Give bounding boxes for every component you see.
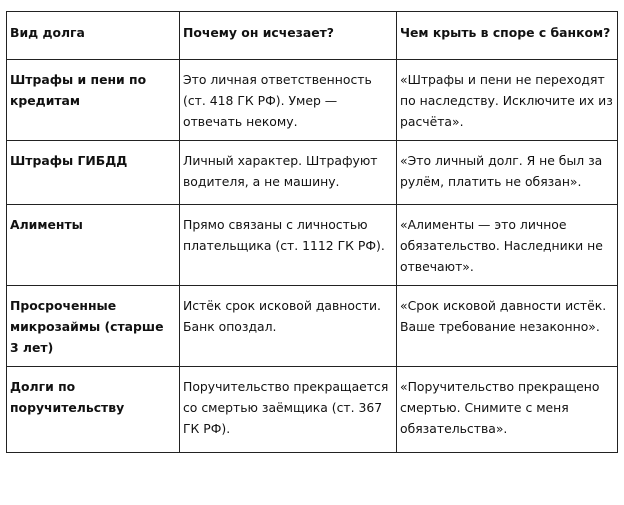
header-argument: Чем крыть в споре с банком? [397,12,618,60]
header-debt-type: Вид долга [7,12,180,60]
argument-cell: «Поручительство прекращено смертью. Снимите с меня обязательства». [397,367,618,453]
table-row [7,141,618,205]
argument-cell: «Срок исковой давности истёк. Ваше требование незаконно». [397,286,618,367]
argument-cell: «Алименты — это личное обязательство. Наследники не отвечают». [397,205,618,286]
reason-cell: Личный характер. Штрафуют водителя, а не машину. [180,141,397,205]
table-row [7,60,618,141]
argument-cell: «Это личный долг. Я не был за рулём, платить не обязан». [397,141,618,205]
reason-cell: Прямо связаны с личностью плательщика (ст. 1112 ГК РФ). [180,205,397,286]
debt-type-cell: Просроченные микрозаймы (старше 3 лет) [7,286,180,367]
table-row [7,286,618,367]
debt-type-cell: Долги по поручительству [7,367,180,453]
reason-cell: Это личная ответственность (ст. 418 ГК РФ). Умер — отвечать некому. [180,60,397,141]
debt-table [6,11,618,453]
table-header-row [7,12,618,60]
table-row [7,367,618,453]
header-why-disappears: Почему он исчезает? [180,12,397,60]
reason-cell: Истёк срок исковой давности. Банк опоздал. [180,286,397,367]
table-row [7,205,618,286]
reason-cell: Поручительство прекращается со смертью заёмщика (ст. 367 ГК РФ). [180,367,397,453]
debt-type-cell: Штрафы ГИБДД [7,141,180,205]
debt-type-cell: Штрафы и пени по кредитам [7,60,180,141]
argument-cell: «Штрафы и пени не переходят по наследству. Исключите их из расчёта». [397,60,618,141]
debt-type-cell: Алименты [7,205,180,286]
